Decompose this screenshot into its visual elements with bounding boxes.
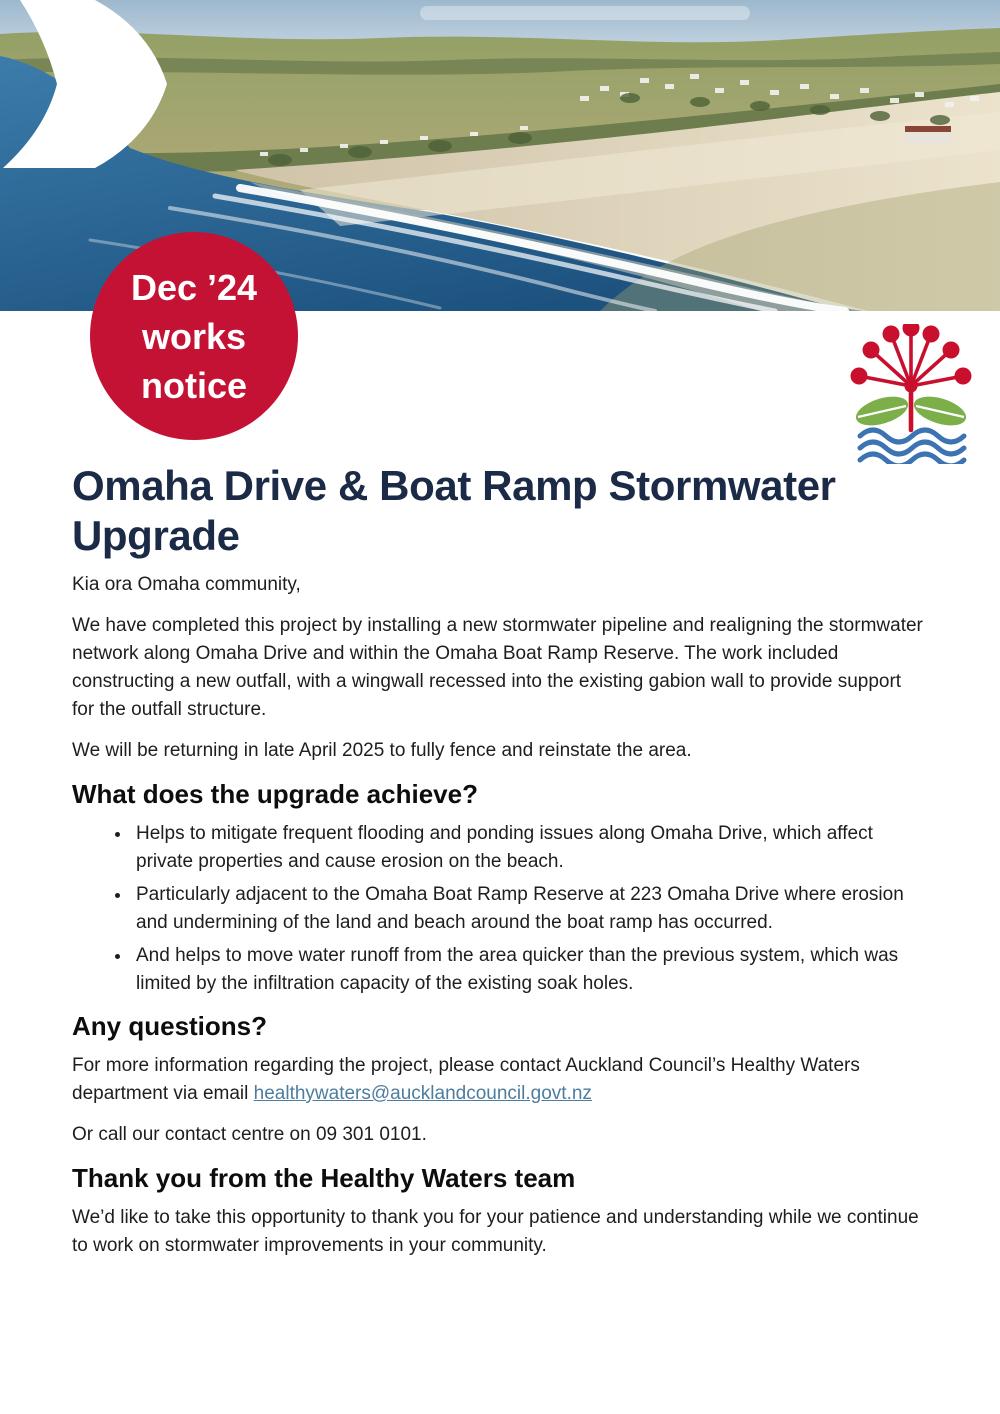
auckland-council-logo bbox=[846, 324, 976, 464]
badge-line-month: Dec ’24 bbox=[130, 266, 258, 308]
return-paragraph: We will be returning in late April 2025 to fully fence and reinstate the area. bbox=[72, 740, 692, 761]
email-link[interactable]: healthywaters@aucklandcouncil.govt.nz bbox=[253, 1083, 592, 1104]
badge-line-works: works bbox=[141, 315, 247, 357]
intro-paragraph: We have completed this project by installing a new stormwater pipeline and realigning the stormwater network along Omaha Drive and within the Omaha Boat Ramp Reserve. The work included constructing a new outfall, with a wingwall recessed into the existing gabion wall to provide support for the outfall structure. bbox=[72, 615, 923, 720]
achievements-list bbox=[72, 820, 928, 998]
section-heading-achieve: What does the upgrade achieve? bbox=[72, 779, 478, 809]
works-notice-badge bbox=[90, 232, 298, 440]
page-title: Omaha Drive & Boat Ramp Stormwater Upgrade bbox=[72, 462, 836, 559]
large-house bbox=[905, 126, 951, 144]
list-item: • And helps to move water runoff from the area quicker than the previous system, which was limited by the infiltration capacity of the existing soak holes. bbox=[132, 942, 926, 998]
list-item: • Particularly adjacent to the Omaha Boat Ramp Reserve at 223 Omaha Drive where erosion and undermining of the land and beach around the boat ramp has occurred. bbox=[132, 881, 926, 937]
badge-line-notice: notice bbox=[140, 364, 247, 406]
thanks-paragraph: We’d like to take this opportunity to thank you for your patience and understanding while we continue to work on stormwater improvements in your community. bbox=[72, 1207, 919, 1256]
list-item: • Helps to mitigate frequent flooding and ponding issues along Omaha Drive, which affect private properties and cause erosion on the beach. bbox=[132, 820, 926, 876]
phone-paragraph: Or call our contact centre on 09 301 0101. bbox=[72, 1124, 427, 1145]
contact-text: For more information regarding the project, please contact Auckland Council’s Healthy Waters department via email bbox=[72, 1055, 860, 1104]
section-heading-questions: Any questions? bbox=[72, 1011, 268, 1041]
waves bbox=[860, 430, 964, 464]
contact-paragraph bbox=[72, 1052, 928, 1108]
section-heading-thanks: Thank you from the Healthy Waters team bbox=[72, 1163, 576, 1193]
greeting-text: Kia ora Omaha community, bbox=[72, 574, 301, 595]
